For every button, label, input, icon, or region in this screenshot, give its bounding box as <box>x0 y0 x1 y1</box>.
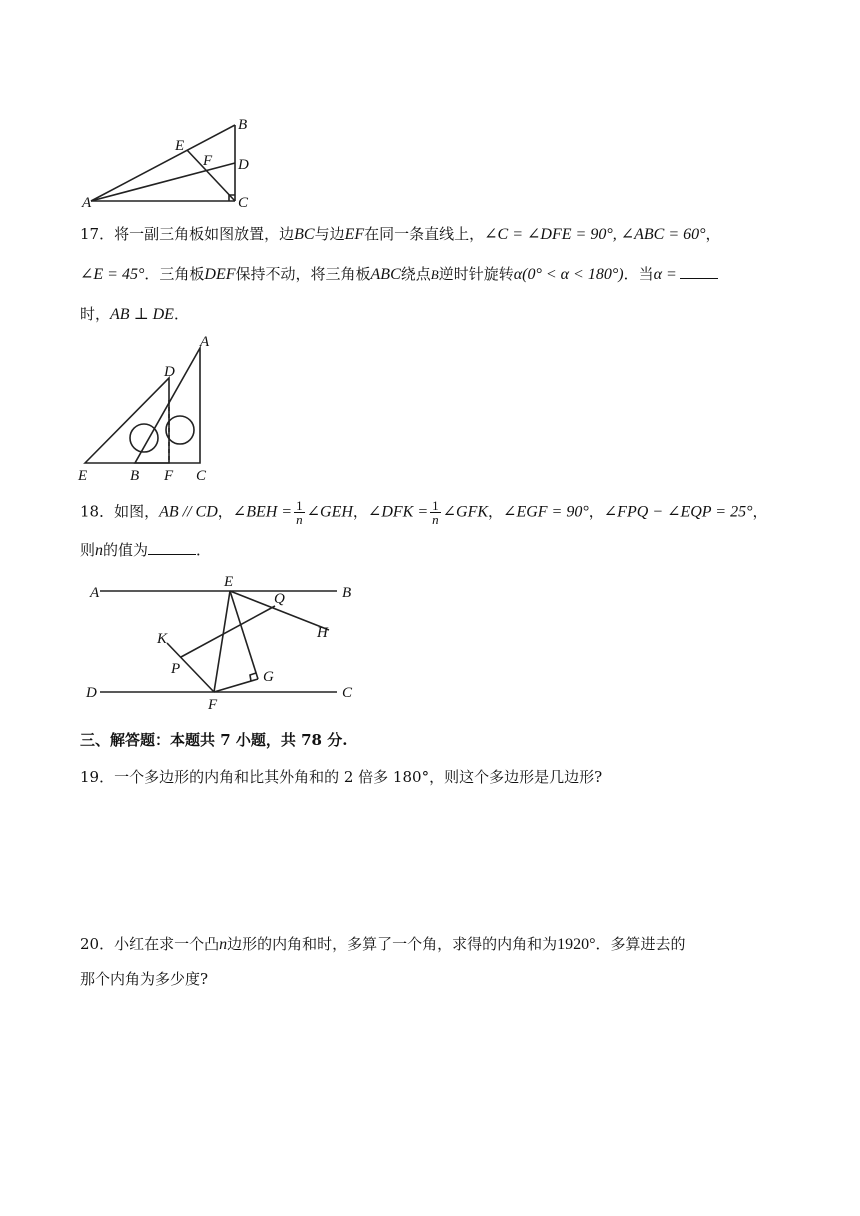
q18-text-2: 则 <box>80 541 96 559</box>
q20-value: 1920° <box>557 936 596 953</box>
q17-text-5: 保持不动，将三角板 <box>235 265 371 283</box>
q20-line-2: 那个内角为多少度? <box>80 970 209 988</box>
q18-end: ． <box>196 541 212 559</box>
q17-perpendicular: AB ⊥ DE <box>110 306 174 323</box>
q18-dfk-left: ∠DFK = <box>367 503 429 521</box>
label-A: A <box>90 585 100 601</box>
label-G: G <box>263 669 274 685</box>
q17-DEF: DEF <box>204 266 236 283</box>
q17-text-8: ．当 <box>623 265 654 283</box>
q18-line-1 <box>80 499 768 526</box>
q18-beh-left: ∠BEH = <box>232 503 293 521</box>
label-B: B <box>342 585 352 601</box>
q20-line-1 <box>80 934 686 955</box>
q18-n: n <box>95 542 104 559</box>
q17-EF: EF <box>344 226 365 243</box>
q17-BC: BC <box>294 226 315 243</box>
q18-beh-right: ∠GEH <box>306 503 353 521</box>
label-H: H <box>317 625 328 641</box>
q20-text-1: 20．小红在求一个凸 <box>80 935 220 953</box>
q18-sep-4: ， <box>588 502 604 521</box>
q17-angle-eq-2: ∠E = 45° <box>80 266 145 283</box>
q17-line-2 <box>80 264 718 285</box>
circle-right <box>166 416 194 444</box>
label-F: F <box>203 153 213 169</box>
label-Q: Q <box>274 591 285 607</box>
q20-text-2: 边形的内角和时，多算了一个角，求得的内角和为 <box>227 935 558 953</box>
q18-text-1: 如图， <box>114 502 160 521</box>
segment-AB <box>91 125 235 201</box>
label-F: F <box>164 468 174 484</box>
q17-comma: ， <box>705 225 721 243</box>
q18-fraction-2 <box>430 499 441 526</box>
label-E: E <box>175 138 185 154</box>
label-B: B <box>130 468 140 484</box>
q17-text-7: 逆时针旋转 <box>438 265 514 283</box>
section-3-heading: 三、解答题：本题共 7 小题，共 78 分. <box>80 731 348 749</box>
q18-sep-1: ， <box>217 502 233 521</box>
q17-line-3 <box>80 304 189 325</box>
q17-text-1: 将一副三角板如图放置，边 <box>114 225 295 243</box>
figure-18-parallel-lines <box>82 573 362 713</box>
q17-text-4: ．三角板 <box>144 265 205 283</box>
q18-parallel: AB // CD <box>159 503 218 521</box>
q17-number: 17． <box>80 225 115 243</box>
segment-AD <box>91 163 235 201</box>
label-D: D <box>86 685 97 701</box>
q17-answer-blank[interactable] <box>680 264 718 279</box>
fraction-denominator: n <box>432 512 439 527</box>
figure-16-triangle <box>80 112 260 212</box>
label-C: C <box>196 468 207 484</box>
segment-GF <box>214 679 258 692</box>
q18-number: 18． <box>80 502 115 521</box>
q17-text-3: 在同一条直线上， <box>364 225 485 243</box>
label-E: E <box>224 574 234 590</box>
figure-17-triangles <box>72 330 232 485</box>
q17-point-B: B <box>430 267 439 282</box>
label-D: D <box>164 364 175 380</box>
q18-sep-3: ， <box>488 502 504 521</box>
q17-text-2: 与边 <box>314 225 345 243</box>
fraction-numerator: 1 <box>296 498 303 513</box>
label-B: B <box>238 117 248 133</box>
q17-angle-eq-1: ∠C = ∠DFE = 90°, ∠ABC = 60° <box>484 226 706 243</box>
q18-egf: ∠EGF = 90° <box>503 503 589 521</box>
q18-answer-blank[interactable] <box>148 540 196 555</box>
triangle-DEF <box>85 378 169 463</box>
label-C: C <box>238 195 249 211</box>
q18-fraction-1 <box>294 499 305 526</box>
label-D: D <box>238 157 249 173</box>
q17-line-1 <box>80 224 721 245</box>
segment-EF <box>214 591 230 692</box>
segment-PQ <box>181 606 275 657</box>
label-E: E <box>78 468 88 484</box>
label-F: F <box>208 697 218 713</box>
q17-alpha-range: α(0° < α < 180°) <box>513 266 624 283</box>
q18-fpq: ∠FPQ − ∠EQP = 25° <box>603 503 753 521</box>
q17-text-6: 绕点 <box>400 265 431 283</box>
fraction-numerator: 1 <box>432 498 439 513</box>
q18-end-comma: ， <box>752 502 768 521</box>
label-P: P <box>171 661 181 677</box>
q18-sep-2: ， <box>352 502 368 521</box>
q18-text-3: 的值为 <box>103 541 149 559</box>
q19-text: 19．一个多边形的内角和比其外角和的 2 倍多 180°，则这个多边形是几边形? <box>80 768 603 786</box>
segment-EG <box>230 591 258 679</box>
label-A: A <box>200 334 210 350</box>
q17-end: ． <box>173 305 189 323</box>
q18-dfk-right: ∠GFK <box>442 503 489 521</box>
q20-text-3: ．多算进去的 <box>595 935 686 953</box>
q20-n: n <box>219 936 228 953</box>
label-C: C <box>342 685 353 701</box>
label-K: K <box>157 631 168 647</box>
q17-ABC: ABC <box>370 266 401 283</box>
q18-line-2 <box>80 540 211 561</box>
fraction-denominator: n <box>296 512 303 527</box>
q17-alpha-eq: α = <box>653 266 677 283</box>
label-A: A <box>82 195 92 211</box>
q17-text-9: 时， <box>80 305 111 323</box>
